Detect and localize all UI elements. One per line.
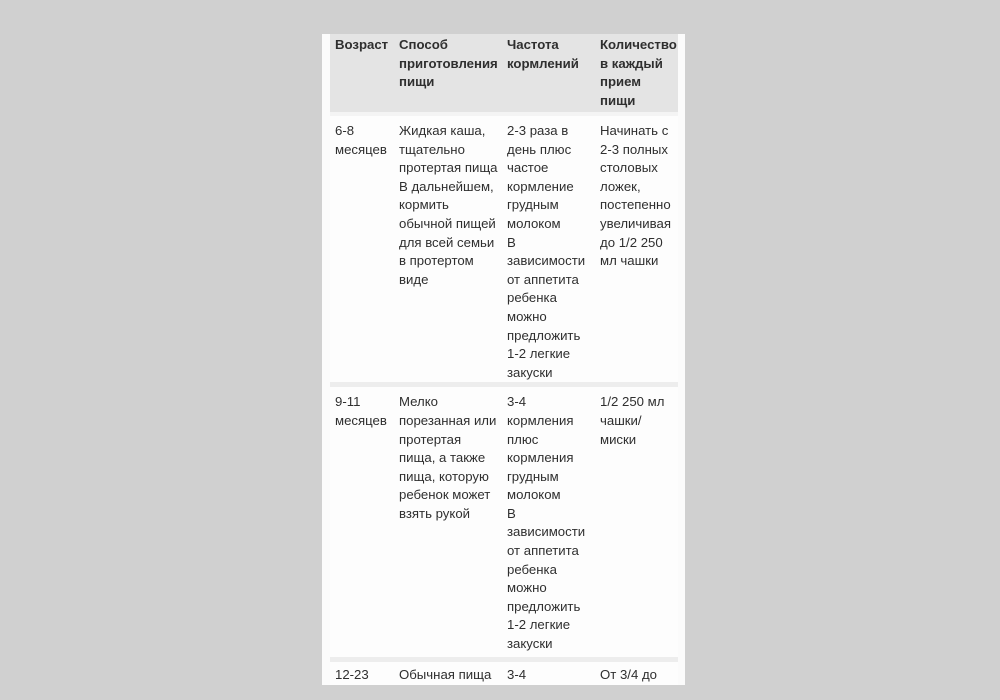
cell-frequency-line: 3-4 [507,667,527,683]
cell-method [394,387,502,662]
cell-age: 6-8 месяцев [330,116,394,387]
table-row [330,116,678,387]
cell-frequency-line: В зависимости от аппетита ребенка можно предложить 1-2 легкие закуски [507,505,586,652]
cell-method [394,116,502,387]
cell-amount: 1/2 250 мл чашки/ миски [595,387,678,662]
cell-method-line: Мелко порезанная или протертая пища, а также пища, которую ребенок может взять рукой [399,394,497,521]
cell-method [394,662,502,685]
cell-frequency-line: 2-3 раза в день плюс частое кормление грудным молоком [507,123,574,231]
table-row [330,387,678,662]
table-row [330,662,678,685]
cell-frequency [502,116,595,387]
cell-age: 9-11 месяцев [330,387,394,662]
feeding-table-card [322,34,685,685]
cell-amount: От 3/4 до [595,662,678,685]
header-method: Способ приготовления пищи [394,34,502,116]
cell-method-line: Обычная пища [399,667,492,683]
header-frequency: Частота кормлений [502,34,595,116]
header-age: Возраст [330,34,394,116]
cell-method-line: Жидкая каша, тщательно протертая пища [399,123,498,176]
cell-age: 12-23 [330,662,394,685]
feeding-table [330,34,678,685]
cell-frequency [502,662,595,685]
table-header-row [330,34,678,116]
cell-frequency-line: 3-4 кормления плюс кормления грудным молоком [507,394,574,503]
header-amount: Количество в каждый прием пищи [595,34,678,116]
cell-amount: Начинать с 2-3 полных столовых ложек, постепенно увеличивая до 1/2 250 мл чашки [595,116,678,387]
cell-frequency [502,387,595,662]
cell-frequency-line: В зависимости от аппетита ребенка можно предложить 1-2 легкие закуски [507,234,586,380]
cell-method-line: В дальнейшем, кормить обычной пищей для всей семьи в протертом виде [399,178,496,287]
